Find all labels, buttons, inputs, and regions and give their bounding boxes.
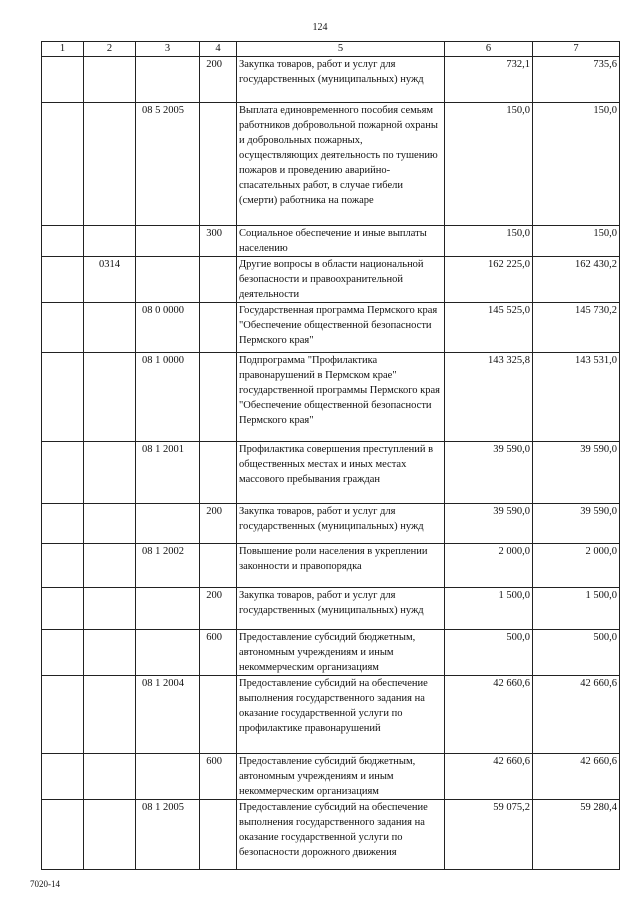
table-header-row (42, 42, 620, 57)
cell-c4: 300 (200, 226, 237, 257)
cell-c6: 150,0 (445, 103, 533, 226)
cell-c1 (42, 57, 84, 103)
cell-c5: Предоставление субсидий на обеспечение выполнения государственного задания на оказание государственной услуги по профилактике правонарушений (237, 676, 445, 754)
cell-c2: 0314 (84, 257, 136, 303)
cell-c5: Другие вопросы в области национальной безопасности и правоохранительной деятельности (237, 257, 445, 303)
table-row (42, 226, 620, 257)
cell-c2 (84, 676, 136, 754)
cell-c4 (200, 353, 237, 442)
cell-c4: 200 (200, 588, 237, 630)
cell-c6: 500,0 (445, 630, 533, 676)
cell-c3: 08 0 0000 (136, 303, 200, 353)
cell-c2 (84, 504, 136, 544)
cell-c3: 08 1 2004 (136, 676, 200, 754)
table-row (42, 103, 620, 226)
cell-c3 (136, 630, 200, 676)
cell-c6: 162 225,0 (445, 257, 533, 303)
budget-table (41, 41, 620, 870)
cell-c3: 08 1 2002 (136, 544, 200, 588)
cell-c2 (84, 544, 136, 588)
cell-c3: 08 1 2001 (136, 442, 200, 504)
column-header: 5 (237, 42, 445, 57)
page-number: 124 (312, 22, 328, 33)
cell-c7: 39 590,0 (533, 442, 620, 504)
cell-c4 (200, 257, 237, 303)
cell-c1 (42, 544, 84, 588)
cell-c5: Закупка товаров, работ и услуг для государственных (муниципальных) нужд (237, 588, 445, 630)
cell-c4 (200, 544, 237, 588)
cell-c2 (84, 303, 136, 353)
cell-c7: 59 280,4 (533, 800, 620, 870)
cell-c1 (42, 630, 84, 676)
cell-c2 (84, 226, 136, 257)
cell-c6: 143 325,8 (445, 353, 533, 442)
cell-c3: 08 1 2005 (136, 800, 200, 870)
cell-c3 (136, 57, 200, 103)
cell-c1 (42, 353, 84, 442)
cell-c7: 1 500,0 (533, 588, 620, 630)
column-header: 6 (445, 42, 533, 57)
cell-c1 (42, 303, 84, 353)
cell-c7: 39 590,0 (533, 504, 620, 544)
column-header: 3 (136, 42, 200, 57)
cell-c7: 42 660,6 (533, 676, 620, 754)
cell-c1 (42, 442, 84, 504)
cell-c5: Государственная программа Пермского края "Обеспечение общественной безопасности Пермского края" (237, 303, 445, 353)
cell-c5: Предоставление субсидий на обеспечение выполнения государственного задания на оказание государственной услуги по безопасности дорожного движения (237, 800, 445, 870)
cell-c2 (84, 353, 136, 442)
cell-c6: 39 590,0 (445, 504, 533, 544)
cell-c3: 08 5 2005 (136, 103, 200, 226)
cell-c3 (136, 504, 200, 544)
table-row (42, 353, 620, 442)
cell-c2 (84, 442, 136, 504)
cell-c1 (42, 226, 84, 257)
cell-c5: Социальное обеспечение и иные выплаты населению (237, 226, 445, 257)
cell-c1 (42, 588, 84, 630)
column-header: 2 (84, 42, 136, 57)
cell-c6: 1 500,0 (445, 588, 533, 630)
cell-c1 (42, 257, 84, 303)
cell-c6: 39 590,0 (445, 442, 533, 504)
table-row (42, 800, 620, 870)
cell-c6: 2 000,0 (445, 544, 533, 588)
cell-c7: 735,6 (533, 57, 620, 103)
cell-c2 (84, 800, 136, 870)
cell-c6: 59 075,2 (445, 800, 533, 870)
table-row (42, 676, 620, 754)
cell-c3 (136, 588, 200, 630)
cell-c4: 600 (200, 630, 237, 676)
table-row (42, 57, 620, 103)
table-row (42, 442, 620, 504)
cell-c5: Подпрограмма "Профилактика правонарушений в Пермском крае" государственной программы Пермского края "Обеспечение общественной безопасности Пермского края" (237, 353, 445, 442)
cell-c1 (42, 504, 84, 544)
cell-c5: Профилактика совершения преступлений в общественных местах и иных местах массового пребывания граждан (237, 442, 445, 504)
table-row (42, 754, 620, 800)
table-row (42, 303, 620, 353)
cell-c2 (84, 630, 136, 676)
cell-c6: 42 660,6 (445, 754, 533, 800)
cell-c4 (200, 303, 237, 353)
cell-c6: 150,0 (445, 226, 533, 257)
table-row (42, 588, 620, 630)
cell-c7: 143 531,0 (533, 353, 620, 442)
cell-c3 (136, 226, 200, 257)
cell-c7: 150,0 (533, 103, 620, 226)
cell-c6: 732,1 (445, 57, 533, 103)
table-row (42, 257, 620, 303)
cell-c7: 150,0 (533, 226, 620, 257)
column-header: 7 (533, 42, 620, 57)
cell-c5: Предоставление субсидий бюджетным, автономным учреждениям и иным некоммерческим организациям (237, 754, 445, 800)
cell-c1 (42, 754, 84, 800)
cell-c5: Предоставление субсидий бюджетным, автономным учреждениям и иным некоммерческим организациям (237, 630, 445, 676)
cell-c4 (200, 676, 237, 754)
cell-c3: 08 1 0000 (136, 353, 200, 442)
cell-c1 (42, 676, 84, 754)
column-header: 1 (42, 42, 84, 57)
cell-c4 (200, 442, 237, 504)
cell-c2 (84, 103, 136, 226)
cell-c7: 162 430,2 (533, 257, 620, 303)
cell-c5: Закупка товаров, работ и услуг для государственных (муниципальных) нужд (237, 57, 445, 103)
cell-c2 (84, 588, 136, 630)
cell-c7: 2 000,0 (533, 544, 620, 588)
table-row (42, 630, 620, 676)
cell-c3 (136, 257, 200, 303)
cell-c6: 145 525,0 (445, 303, 533, 353)
cell-c5: Закупка товаров, работ и услуг для государственных (муниципальных) нужд (237, 504, 445, 544)
cell-c4: 600 (200, 754, 237, 800)
cell-c4 (200, 103, 237, 226)
cell-c6: 42 660,6 (445, 676, 533, 754)
cell-c4: 200 (200, 504, 237, 544)
cell-c4: 200 (200, 57, 237, 103)
footer-code: 7020-14 (30, 879, 60, 889)
column-header: 4 (200, 42, 237, 57)
cell-c7: 500,0 (533, 630, 620, 676)
cell-c2 (84, 754, 136, 800)
table-row (42, 544, 620, 588)
cell-c5: Повышение роли населения в укреплении законности и правопорядка (237, 544, 445, 588)
cell-c1 (42, 103, 84, 226)
cell-c2 (84, 57, 136, 103)
cell-c4 (200, 800, 237, 870)
cell-c1 (42, 800, 84, 870)
cell-c3 (136, 754, 200, 800)
cell-c5: Выплата единовременного пособия семьям работников добровольной пожарной охраны и добровольных пожарных, осуществляющих деятельность по тушению пожаров и проведению аварийно-спасательных работ, в случае гибели (смерти) работника на пожаре (237, 103, 445, 226)
cell-c7: 145 730,2 (533, 303, 620, 353)
table-row (42, 504, 620, 544)
cell-c7: 42 660,6 (533, 754, 620, 800)
